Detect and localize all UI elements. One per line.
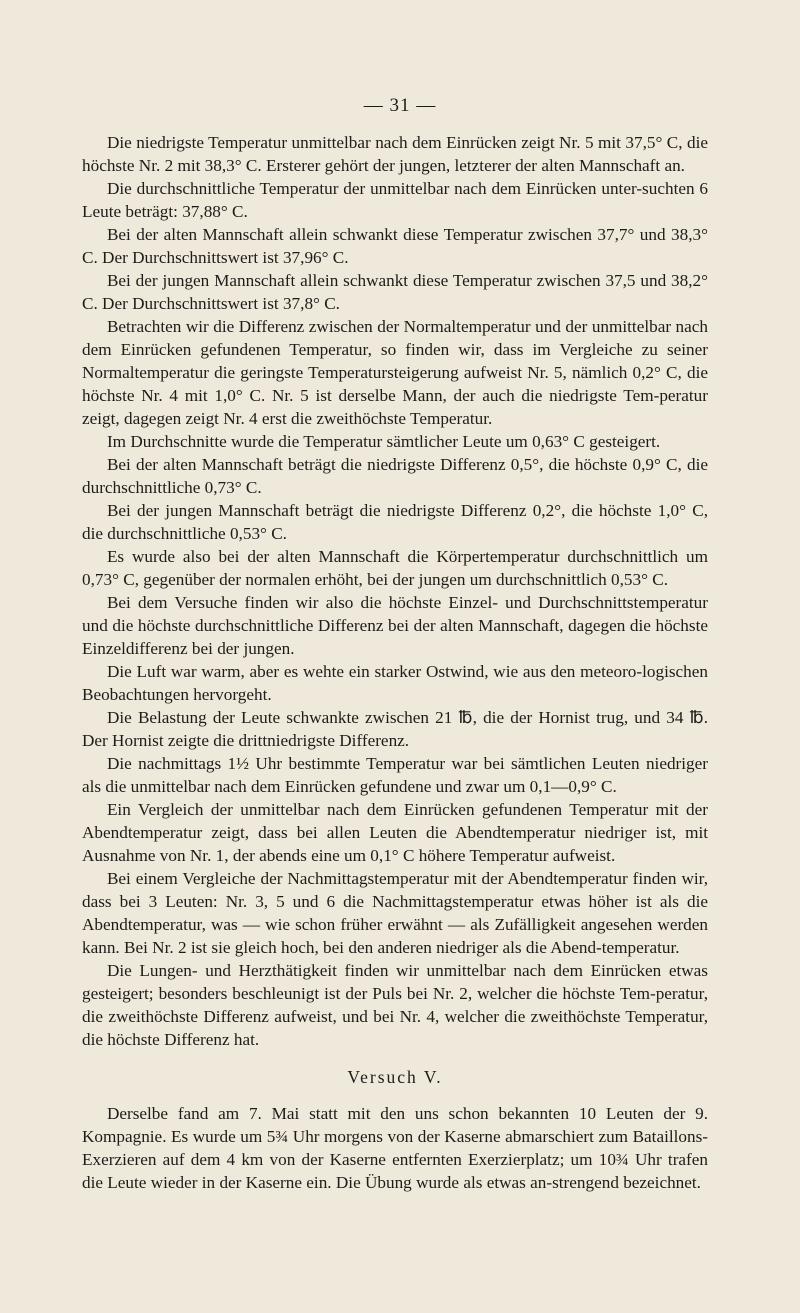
paragraph: Bei der jungen Mannschaft allein schwankt diese Temperatur zwischen 37,5 und 38,2° C. Der Durchschnittswert ist 37,8° C. [82,271,708,313]
paragraph: Die niedrigste Temperatur unmittelbar nach dem Einrücken zeigt Nr. 5 mit 37,5° C, die höchste Nr. 2 mit 38,3° C. Ersterer gehört der jungen, letzterer der alten Mannschaft an. [82,133,708,175]
page-number: — 31 — [363,95,437,116]
paragraph: Betrachten wir die Differenz zwischen der Normaltemperatur und der unmittelbar nach dem Einrücken gefundenen Temperatur, so finden wir, dass im Vergleiche zu seiner Normaltemperatur die geringste Temperatursteigerung aufweist Nr. 5, nämlich 0,2° C, die höchste Nr. 4 mit 1,0° C. Nr. 5 ist derselbe Mann, der auch die niedrigste Tem-peratur zeigt, dagegen zeigt Nr. 4 erst die zweithöchste Temperatur. [82,317,708,428]
paragraph: Die Luft war warm, aber es wehte ein starker Ostwind, wie aus den meteoro-logischen Beobachtungen hervorgeht. [82,662,708,704]
paragraph: Bei der alten Mannschaft beträgt die niedrigste Differenz 0,5°, die höchste 0,9° C, die durchschnittliche 0,73° C. [82,455,708,497]
paragraph: Die Lungen- und Herzthätigkeit finden wir unmittelbar nach dem Einrücken etwas gesteigert; besonders beschleunigt ist der Puls bei Nr. 2, welcher die höchste Tem-peratur, die zweithöchste Differenz aufweist, und bei Nr. 4, welcher die zweithöchste Temperatur, die höchste Differenz hat. [82,961,708,1049]
section-heading: Versuch V. [347,1067,443,1087]
body-text [82,131,708,1194]
paragraph: Die Belastung der Leute schwankte zwischen 21 ℔, die der Hornist trug, und 34 ℔. Der Hornist zeigte die drittniedrigste Differenz. [82,708,708,750]
paragraph: Bei einem Vergleiche der Nachmittagstemperatur mit der Abendtemperatur finden wir, dass bei 3 Leuten: Nr. 3, 5 und 6 die Nachmittagstemperatur etwas höher ist als die Abendtemperatur, was — wie schon früher erwähnt — als Zufälligkeit angesehen werden kann. Bei Nr. 2 ist sie gleich hoch, bei den anderen niedriger als die Abend-temperatur. [82,869,708,957]
paragraph: Bei dem Versuche finden wir also die höchste Einzel- und Durchschnittstemperatur und die höchste durchschnittliche Differenz bei der alten Mannschaft, dagegen die höchste Einzeldifferenz bei der jungen. [82,593,708,658]
paragraph: Die nachmittags 1½ Uhr bestimmte Temperatur war bei sämtlichen Leuten niedriger als die unmittelbar nach dem Einrücken gefundene und zwar um 0,1—0,9° C. [82,754,708,796]
paragraph: Es wurde also bei der alten Mannschaft die Körpertemperatur durchschnittlich um 0,73° C, gegenüber der normalen erhöht, bei der jungen um durchschnittlich 0,53° C. [82,547,708,589]
paragraph: Bei der jungen Mannschaft beträgt die niedrigste Differenz 0,2°, die höchste 1,0° C, die durchschnittliche 0,53° C. [82,501,708,543]
paragraph: Die durchschnittliche Temperatur der unmittelbar nach dem Einrücken unter-suchten 6 Leute beträgt: 37,88° C. [82,179,708,221]
paragraph: Im Durchschnitte wurde die Temperatur sämtlicher Leute um 0,63° C gesteigert. [106,432,661,451]
paragraph: Derselbe fand am 7. Mai statt mit den uns schon bekannten 10 Leuten der 9. Kompagnie. Es wurde um 5¾ Uhr morgens von der Kaserne abmarschiert zum Bataillons-Exerzieren auf dem 4 km von der Kaserne entfernten Exerzierplatz; um 10¾ Uhr trafen die Leute wieder in der Kaserne ein. Die Übung wurde als etwas an-strengend bezeichnet. [82,1104,708,1192]
paragraph: Bei der alten Mannschaft allein schwankt diese Temperatur zwischen 37,7° und 38,3° C. Der Durchschnittswert ist 37,96° C. [82,225,708,267]
paragraph: Ein Vergleich der unmittelbar nach dem Einrücken gefundenen Temperatur mit der Abendtemperatur zeigt, dass bei allen Leuten die Abendtemperatur niedriger ist, mit Ausnahme von Nr. 1, der abends eine um 0,1° C höhere Temperatur aufweist. [82,800,708,865]
